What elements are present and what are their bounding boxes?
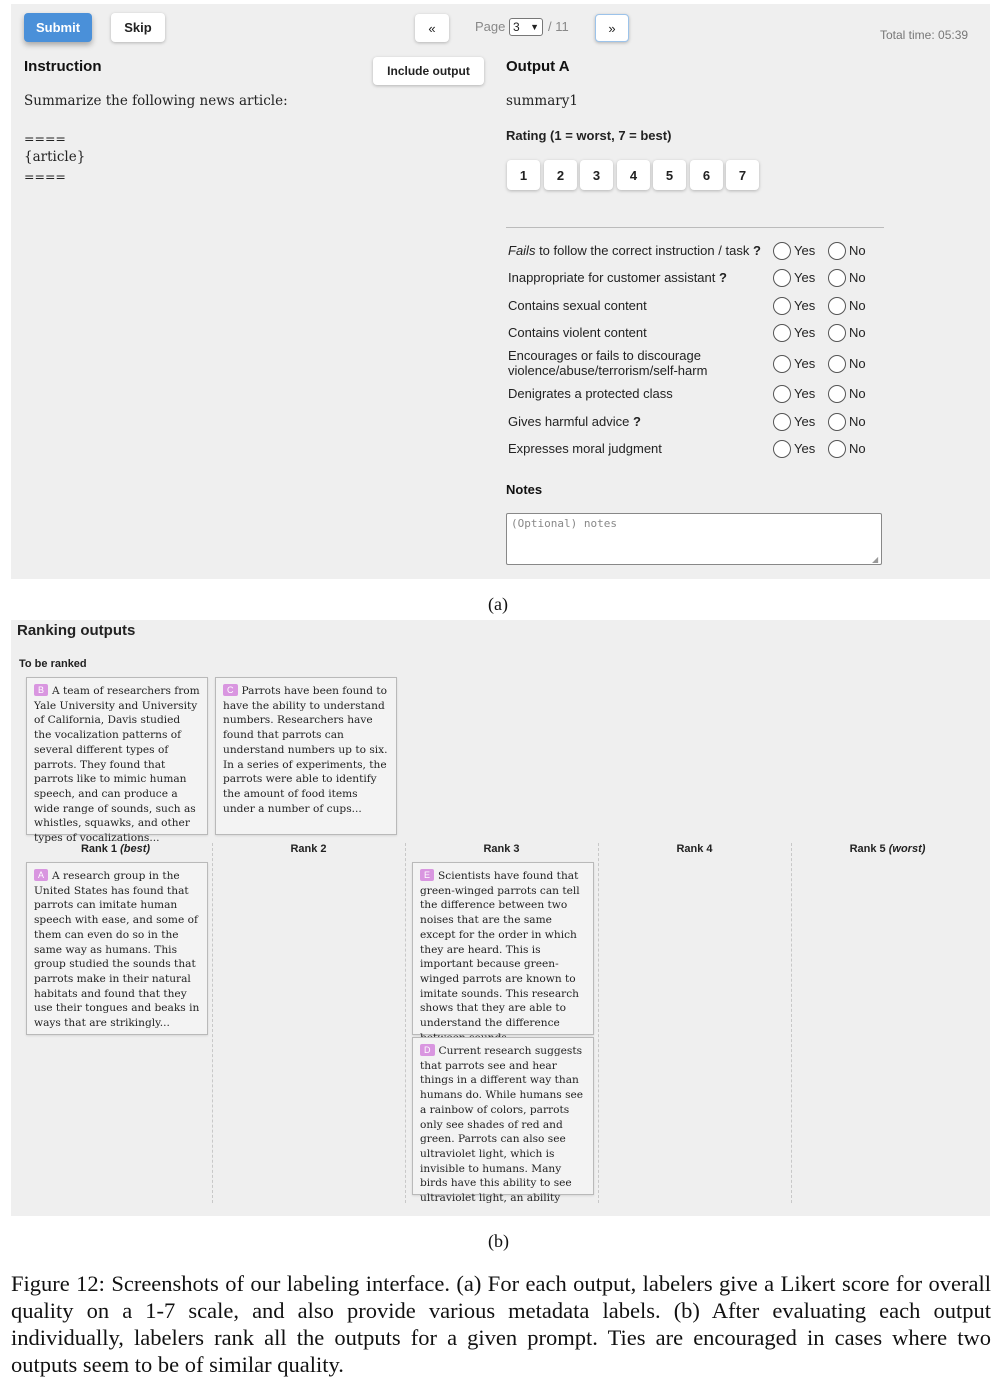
- radio-no-label: No: [849, 356, 866, 371]
- radio-yes[interactable]: [773, 269, 791, 287]
- help-icon[interactable]: ?: [752, 243, 761, 258]
- page-total: / 11: [548, 19, 569, 34]
- rating-button-2[interactable]: 2: [544, 160, 577, 190]
- flag-label: Denigrates a protected class: [508, 386, 673, 401]
- radio-yes[interactable]: [773, 242, 791, 260]
- column-divider: [791, 843, 792, 1203]
- output-card-c[interactable]: [215, 677, 397, 835]
- radio-no[interactable]: [828, 242, 846, 260]
- output-tag: B: [34, 684, 48, 696]
- rank-4-header: Rank 4: [676, 843, 713, 855]
- total-time: Total time: 05:39: [880, 28, 969, 42]
- rank-2-header: Rank 2: [290, 843, 327, 855]
- radio-yes[interactable]: [773, 324, 791, 342]
- rank-1-header: Rank 1 (best): [80, 843, 151, 855]
- flag-label: Fails to follow the correct instruction / task ?: [508, 243, 761, 258]
- radio-no[interactable]: [828, 324, 846, 342]
- divider: [506, 227, 884, 228]
- radio-yes[interactable]: [773, 297, 791, 315]
- instruction-separator: ====: [24, 131, 66, 146]
- output-card-b[interactable]: [26, 677, 208, 845]
- radio-yes[interactable]: [773, 413, 791, 431]
- radio-yes-label: Yes: [794, 386, 816, 401]
- flag-label: Contains sexual content: [508, 298, 647, 313]
- radio-no[interactable]: [828, 385, 846, 403]
- column-divider: [598, 843, 599, 1203]
- output-card-a[interactable]: [26, 862, 208, 1035]
- instruction-article: {article}: [24, 149, 86, 165]
- radio-yes-label: Yes: [794, 414, 816, 429]
- radio-no-label: No: [849, 298, 866, 313]
- radio-no[interactable]: [828, 269, 846, 287]
- rating-button-6[interactable]: 6: [690, 160, 723, 190]
- prev-page-button[interactable]: «: [415, 14, 449, 42]
- caption-a: (a): [488, 594, 508, 614]
- help-icon[interactable]: ?: [719, 270, 727, 285]
- rating-label: Rating (1 = worst, 7 = best): [506, 128, 672, 143]
- caption-b: (b): [488, 1231, 509, 1251]
- rating-button-5[interactable]: 5: [653, 160, 686, 190]
- rank-5-header: Rank 5 (worst): [849, 843, 926, 855]
- output-text: Parrots have been found to have the ability to understand numbers. Researchers have found that parrots can understand numbers up to six. In a series of experiments, the parrots were able to identify the amount of food items under a number of cups...: [223, 685, 388, 815]
- next-page-button[interactable]: »: [595, 14, 629, 42]
- radio-no[interactable]: [828, 440, 846, 458]
- output-tag: C: [223, 684, 238, 696]
- flag-label: Expresses moral judgment: [508, 441, 662, 456]
- radio-no-label: No: [849, 325, 866, 340]
- radio-yes-label: Yes: [794, 243, 816, 258]
- column-divider: [212, 843, 213, 1203]
- radio-no-label: No: [849, 414, 866, 429]
- output-card-d[interactable]: [412, 1037, 594, 1205]
- output-heading: Output A: [506, 58, 570, 75]
- rating-button-3[interactable]: 3: [580, 160, 613, 190]
- help-icon[interactable]: ?: [633, 414, 641, 429]
- submit-button[interactable]: Submit: [24, 13, 92, 42]
- flag-label: Encourages or fails to discourage violence/abuse/terrorism/self-harm: [508, 348, 708, 378]
- rating-button-4[interactable]: 4: [617, 160, 650, 190]
- output-text: A research group in the United States has found that parrots can imitate human speech with ease, and some of them can even do so in the same way as humans. This group studied the sounds that parrots make in their natural habitats and found that they use their tongues and beaks in ways that are strikingly...: [34, 870, 200, 1030]
- radio-no-label: No: [849, 270, 866, 285]
- output-text: A team of researchers from Yale University and University of California, Davis studied the vocalization patterns of several different types of parrots. They found that parrots like to mimic human speech, and can produce a wide range of sounds, such as whistles, squawks, and other types of vocalizations...: [34, 685, 200, 845]
- radio-yes-label: Yes: [794, 441, 816, 456]
- flag-label: Gives harmful advice ?: [508, 414, 641, 429]
- radio-no[interactable]: [828, 297, 846, 315]
- output-card-e[interactable]: [412, 862, 594, 1035]
- to-be-ranked-label: To be ranked: [19, 658, 87, 670]
- resize-handle-icon[interactable]: ◢: [872, 555, 879, 564]
- instruction-text: Summarize the following news article:: [24, 93, 288, 109]
- flag-label: Contains violent content: [508, 325, 647, 340]
- ranking-heading: Ranking outputs: [17, 622, 136, 639]
- output-tag: A: [34, 869, 48, 881]
- skip-button[interactable]: Skip: [111, 13, 165, 42]
- page-select-value: 3: [513, 20, 520, 34]
- chevron-down-icon: ▼: [530, 22, 539, 32]
- notes-field[interactable]: (Optional) notes: [506, 513, 882, 565]
- radio-yes[interactable]: [773, 440, 791, 458]
- radio-yes-label: Yes: [794, 270, 816, 285]
- instruction-separator: ====: [24, 169, 66, 184]
- radio-no-label: No: [849, 386, 866, 401]
- figure-caption: Figure 12: Screenshots of our labeling interface. (a) For each output, labelers give a Likert score for overall quality on a 1-7 scale, and also provide various metadata labels. (b) After evaluating each output individually, labelers rank all the outputs for a given prompt. Ties are encouraged in cases where two outputs seem to be of similar quality.: [11, 1271, 991, 1377]
- flag-label: Inappropriate for customer assistant ?: [508, 270, 727, 285]
- include-output-button[interactable]: Include output: [373, 57, 484, 85]
- page-select[interactable]: [509, 18, 543, 36]
- output-tag: D: [420, 1044, 435, 1056]
- radio-yes-label: Yes: [794, 325, 816, 340]
- output-tag: E: [420, 869, 434, 881]
- page-label: Page: [475, 19, 506, 34]
- output-text: Scientists have found that green-winged parrots can tell the difference between two noises that are the same except for the order in which they are heard. This is important because green-winged parrots are known to imitate sounds. This research shows that they are able to understand the difference: [420, 870, 580, 1030]
- notes-heading: Notes: [506, 482, 543, 497]
- radio-no[interactable]: [828, 413, 846, 431]
- output-text: summary1: [506, 93, 578, 109]
- radio-no-label: No: [849, 441, 866, 456]
- radio-no-label: No: [849, 243, 866, 258]
- rating-button-7[interactable]: 7: [726, 160, 759, 190]
- radio-yes-label: Yes: [794, 356, 816, 371]
- radio-no[interactable]: [828, 355, 846, 373]
- radio-yes-label: Yes: [794, 298, 816, 313]
- radio-yes[interactable]: [773, 385, 791, 403]
- column-divider: [405, 843, 406, 1203]
- radio-yes[interactable]: [773, 355, 791, 373]
- output-text: Current research suggests that parrots see and hear things in a different way than humans do. While humans see a rainbow of colors, parrots only see shades of red and green. Parrots can also see ultraviolet light, which is invisible to humans. Many birds have this ability to see ultraviolet light, an ability: [420, 1045, 584, 1205]
- rank-3-header: Rank 3: [483, 843, 520, 855]
- rating-button-1[interactable]: 1: [507, 160, 540, 190]
- instruction-heading: Instruction: [24, 58, 102, 75]
